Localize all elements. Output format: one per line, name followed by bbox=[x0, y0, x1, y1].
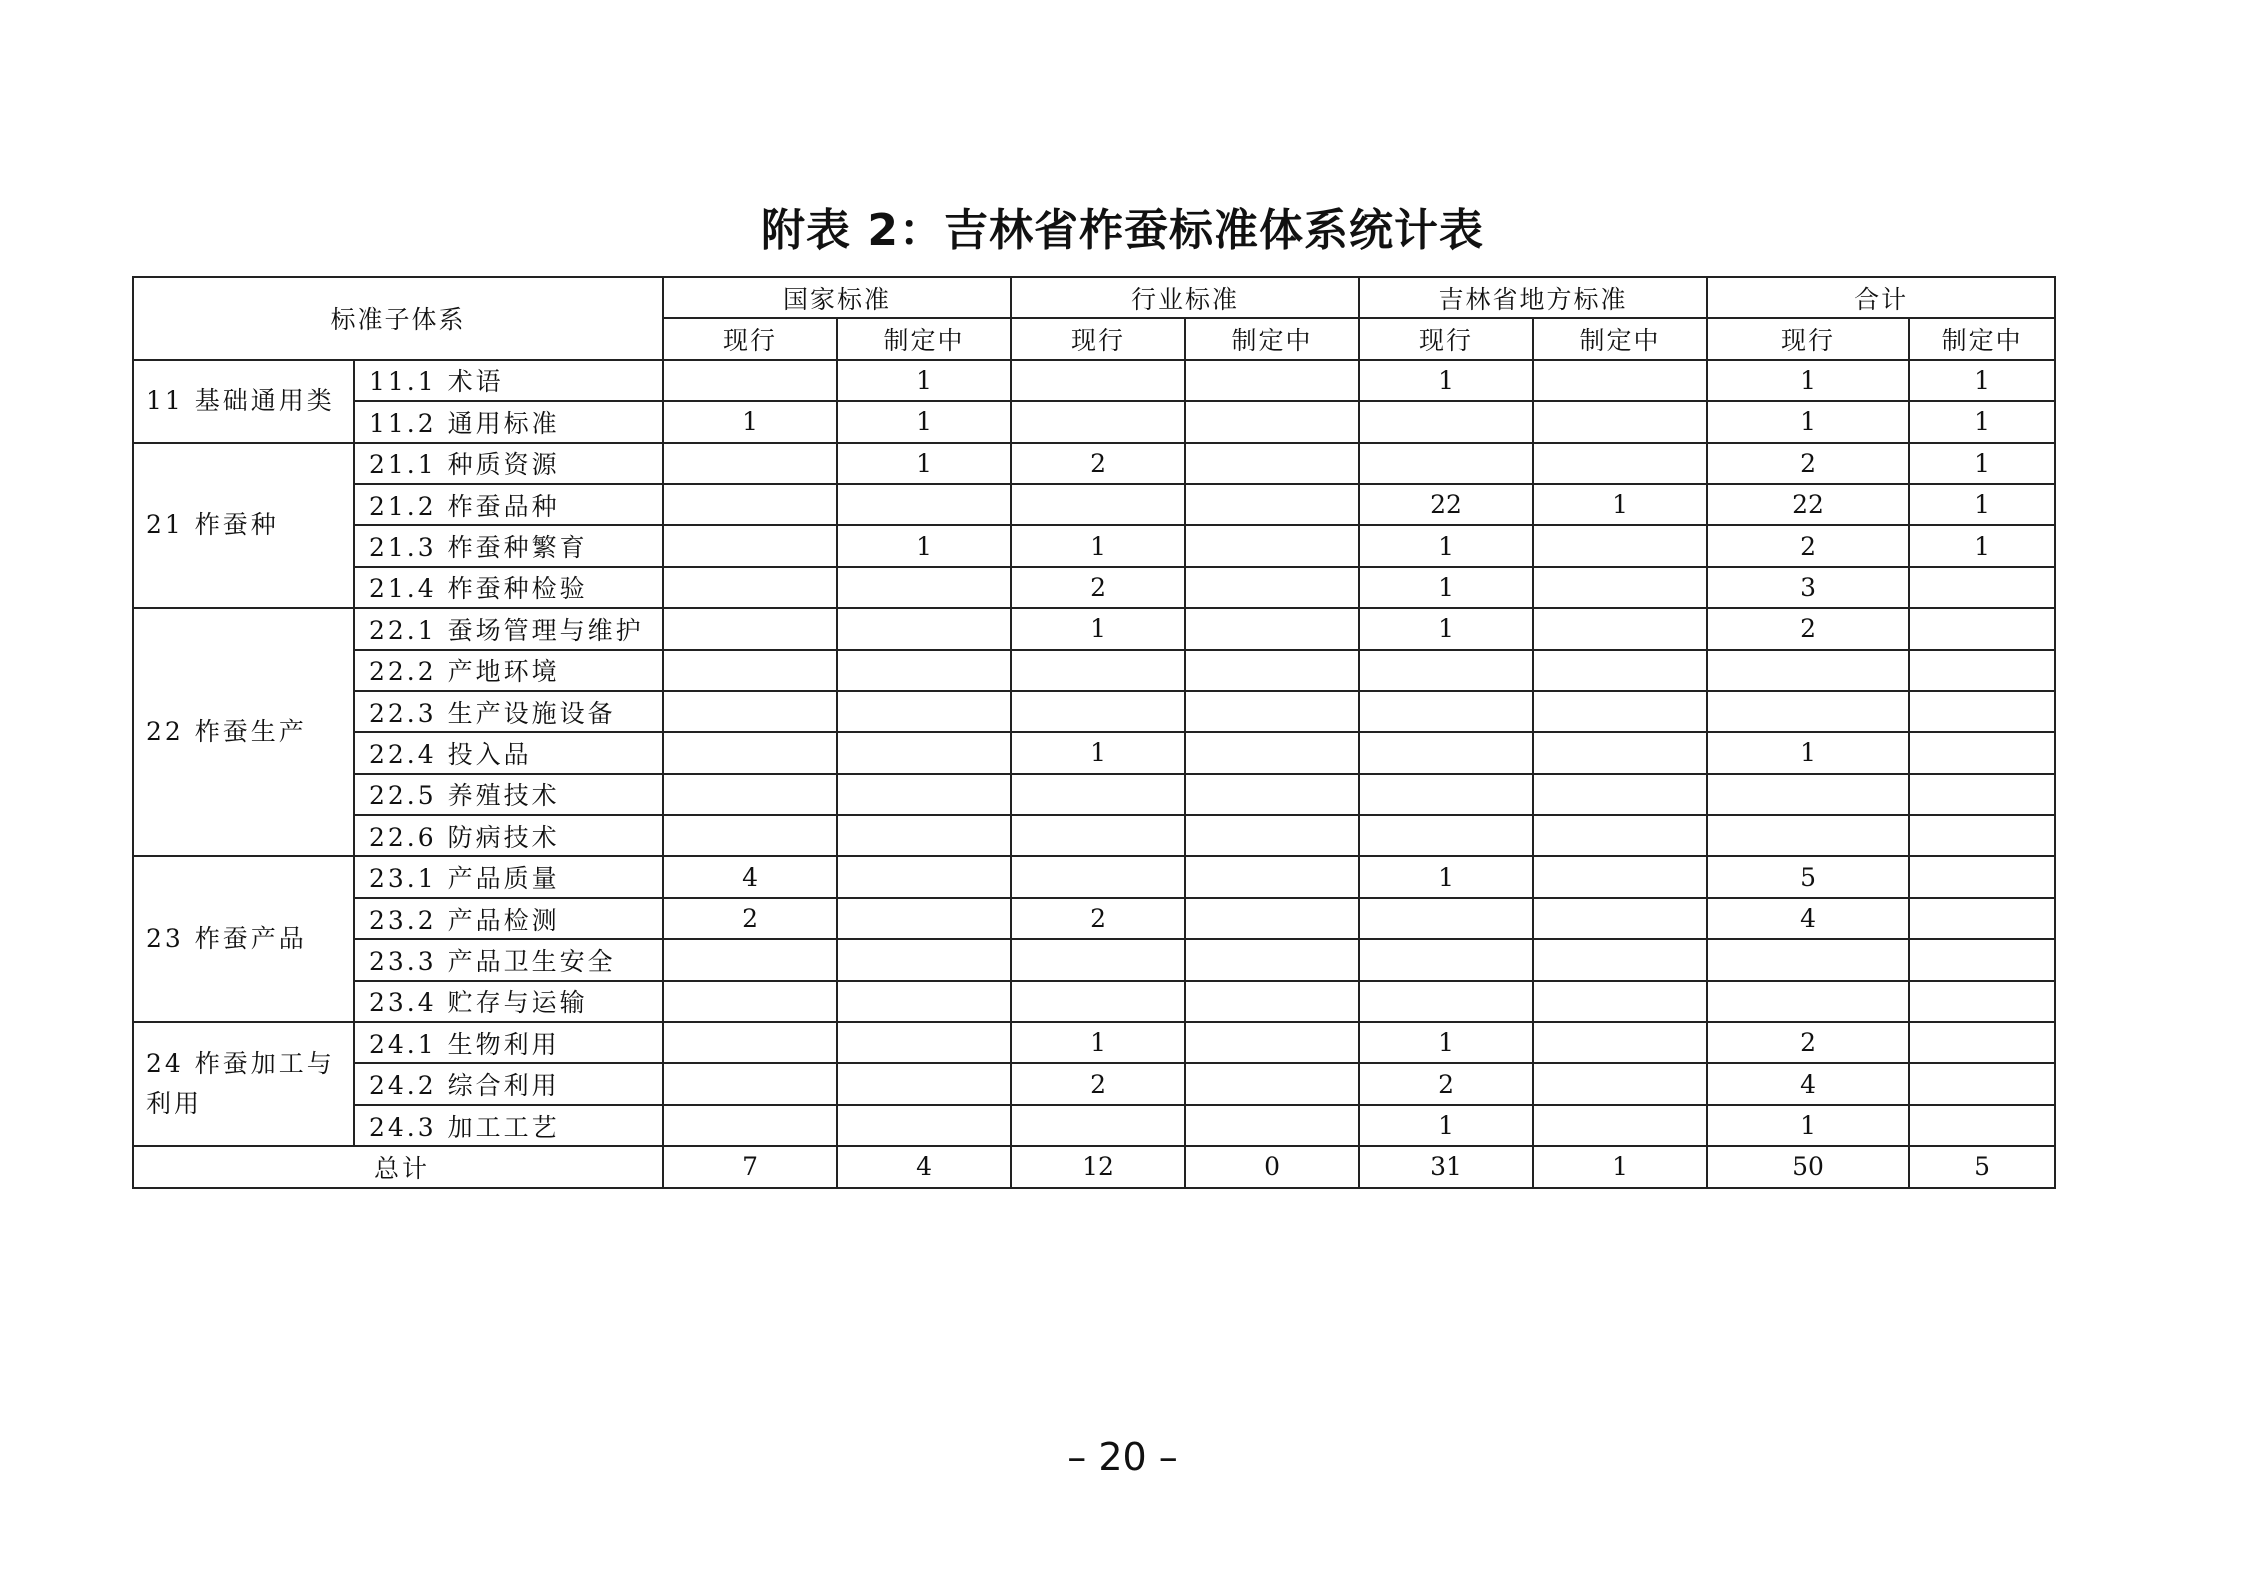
value-cell: 1 bbox=[1533, 484, 1707, 525]
value-cell bbox=[1909, 1063, 2055, 1104]
header-current: 现行 bbox=[1359, 318, 1533, 359]
value-cell bbox=[1533, 1105, 1707, 1146]
value-cell bbox=[1185, 1022, 1359, 1063]
subcategory-label: 24.3 加工工艺 bbox=[354, 1105, 663, 1146]
value-cell: 1 bbox=[1359, 1105, 1533, 1146]
header-group-jilin-local: 吉林省地方标准 bbox=[1359, 277, 1707, 318]
value-cell bbox=[1185, 1063, 1359, 1104]
value-cell bbox=[1011, 939, 1185, 980]
header-subsystem: 标准子体系 bbox=[133, 277, 663, 360]
value-cell bbox=[1185, 484, 1359, 525]
subcategory-label: 24.2 综合利用 bbox=[354, 1063, 663, 1104]
value-cell bbox=[837, 939, 1011, 980]
value-cell bbox=[1533, 525, 1707, 566]
subcategory-label: 23.4 贮存与运输 bbox=[354, 981, 663, 1022]
value-cell bbox=[1909, 1022, 2055, 1063]
subcategory-label: 22.4 投入品 bbox=[354, 732, 663, 773]
subcategory-label: 22.5 养殖技术 bbox=[354, 774, 663, 815]
header-group-total: 合计 bbox=[1707, 277, 2055, 318]
table-row bbox=[133, 898, 2055, 939]
value-cell bbox=[1707, 691, 1909, 732]
total-cell: 7 bbox=[663, 1146, 837, 1187]
category-label: 23 柞蚕产品 bbox=[133, 856, 354, 1022]
value-cell bbox=[1533, 650, 1707, 691]
value-cell: 1 bbox=[1359, 608, 1533, 649]
value-cell bbox=[1185, 939, 1359, 980]
value-cell: 1 bbox=[1359, 1022, 1533, 1063]
value-cell bbox=[1359, 774, 1533, 815]
value-cell: 1 bbox=[1359, 360, 1533, 401]
value-cell bbox=[1909, 691, 2055, 732]
value-cell bbox=[1533, 981, 1707, 1022]
value-cell: 2 bbox=[1707, 443, 1909, 484]
value-cell: 1 bbox=[663, 401, 837, 442]
value-cell bbox=[663, 732, 837, 773]
value-cell: 1 bbox=[1909, 525, 2055, 566]
value-cell bbox=[1909, 732, 2055, 773]
header-group-national: 国家标准 bbox=[663, 277, 1011, 318]
value-cell: 1 bbox=[1011, 1022, 1185, 1063]
value-cell: 1 bbox=[1011, 732, 1185, 773]
table-row bbox=[133, 525, 2055, 566]
value-cell bbox=[1011, 815, 1185, 856]
value-cell: 2 bbox=[663, 898, 837, 939]
value-cell bbox=[1185, 898, 1359, 939]
value-cell: 1 bbox=[1707, 360, 1909, 401]
value-cell bbox=[1185, 774, 1359, 815]
value-cell bbox=[1707, 939, 1909, 980]
category-label: 22 柞蚕生产 bbox=[133, 608, 354, 856]
table-row bbox=[133, 939, 2055, 980]
value-cell bbox=[1359, 981, 1533, 1022]
total-cell: 31 bbox=[1359, 1146, 1533, 1187]
value-cell bbox=[1533, 608, 1707, 649]
value-cell: 2 bbox=[1011, 898, 1185, 939]
value-cell: 1 bbox=[837, 443, 1011, 484]
value-cell: 2 bbox=[1011, 443, 1185, 484]
value-cell bbox=[1359, 443, 1533, 484]
value-cell bbox=[663, 815, 837, 856]
value-cell bbox=[1909, 981, 2055, 1022]
value-cell bbox=[663, 981, 837, 1022]
value-cell: 1 bbox=[1909, 443, 2055, 484]
value-cell bbox=[1011, 856, 1185, 897]
value-cell: 2 bbox=[1707, 525, 1909, 566]
table-row bbox=[133, 691, 2055, 732]
value-cell bbox=[663, 443, 837, 484]
value-cell bbox=[1011, 360, 1185, 401]
value-cell bbox=[663, 567, 837, 608]
value-cell bbox=[663, 608, 837, 649]
value-cell: 2 bbox=[1011, 1063, 1185, 1104]
value-cell bbox=[1185, 567, 1359, 608]
value-cell: 2 bbox=[1359, 1063, 1533, 1104]
value-cell: 1 bbox=[1909, 484, 2055, 525]
value-cell bbox=[1707, 650, 1909, 691]
value-cell bbox=[663, 939, 837, 980]
subcategory-label: 11.1 术语 bbox=[354, 360, 663, 401]
value-cell bbox=[1185, 981, 1359, 1022]
value-cell bbox=[1185, 732, 1359, 773]
value-cell bbox=[1533, 939, 1707, 980]
value-cell bbox=[837, 650, 1011, 691]
value-cell bbox=[663, 650, 837, 691]
table-row bbox=[133, 856, 2055, 897]
total-cell: 0 bbox=[1185, 1146, 1359, 1187]
value-cell bbox=[1533, 567, 1707, 608]
value-cell bbox=[1909, 898, 2055, 939]
subcategory-label: 24.1 生物利用 bbox=[354, 1022, 663, 1063]
subcategory-label: 22.6 防病技术 bbox=[354, 815, 663, 856]
value-cell bbox=[1185, 650, 1359, 691]
value-cell bbox=[837, 856, 1011, 897]
value-cell bbox=[663, 484, 837, 525]
value-cell bbox=[1359, 815, 1533, 856]
value-cell bbox=[1909, 567, 2055, 608]
value-cell bbox=[663, 360, 837, 401]
value-cell bbox=[1909, 1105, 2055, 1146]
value-cell bbox=[837, 898, 1011, 939]
header-current: 现行 bbox=[663, 318, 837, 359]
category-label: 24 柞蚕加工与利用 bbox=[133, 1022, 354, 1146]
category-label: 11 基础通用类 bbox=[133, 360, 354, 443]
subcategory-label: 22.3 生产设施设备 bbox=[354, 691, 663, 732]
value-cell bbox=[1011, 1105, 1185, 1146]
table-row bbox=[133, 360, 2055, 401]
value-cell bbox=[1185, 608, 1359, 649]
value-cell bbox=[663, 525, 837, 566]
value-cell: 1 bbox=[1707, 732, 1909, 773]
total-cell: 5 bbox=[1909, 1146, 2055, 1187]
table-row bbox=[133, 1105, 2055, 1146]
value-cell bbox=[1707, 774, 1909, 815]
table-row bbox=[133, 1063, 2055, 1104]
value-cell bbox=[1185, 401, 1359, 442]
value-cell bbox=[663, 1105, 837, 1146]
header-current: 现行 bbox=[1011, 318, 1185, 359]
value-cell: 22 bbox=[1707, 484, 1909, 525]
header-current: 现行 bbox=[1707, 318, 1909, 359]
value-cell bbox=[663, 774, 837, 815]
value-cell bbox=[1533, 401, 1707, 442]
value-cell bbox=[1359, 898, 1533, 939]
subcategory-label: 23.3 产品卫生安全 bbox=[354, 939, 663, 980]
value-cell bbox=[1533, 815, 1707, 856]
header-group-industry: 行业标准 bbox=[1011, 277, 1359, 318]
table-row bbox=[133, 567, 2055, 608]
value-cell bbox=[1533, 898, 1707, 939]
value-cell: 1 bbox=[1909, 360, 2055, 401]
value-cell bbox=[1011, 774, 1185, 815]
value-cell bbox=[663, 1063, 837, 1104]
value-cell bbox=[1909, 815, 2055, 856]
value-cell: 1 bbox=[1909, 401, 2055, 442]
value-cell bbox=[1707, 815, 1909, 856]
total-cell: 12 bbox=[1011, 1146, 1185, 1187]
subcategory-label: 22.2 产地环境 bbox=[354, 650, 663, 691]
value-cell: 1 bbox=[1011, 608, 1185, 649]
page-number: – 20 – bbox=[1067, 1435, 1178, 1479]
table-row bbox=[133, 608, 2055, 649]
value-cell bbox=[1185, 525, 1359, 566]
value-cell bbox=[1011, 484, 1185, 525]
value-cell bbox=[1533, 360, 1707, 401]
value-cell: 1 bbox=[1011, 525, 1185, 566]
value-cell bbox=[663, 691, 837, 732]
table-row bbox=[133, 650, 2055, 691]
header-in-progress: 制定中 bbox=[1909, 318, 2055, 359]
value-cell bbox=[1909, 608, 2055, 649]
value-cell bbox=[1359, 401, 1533, 442]
value-cell: 1 bbox=[1707, 401, 1909, 442]
value-cell bbox=[1011, 981, 1185, 1022]
value-cell: 2 bbox=[1707, 1022, 1909, 1063]
value-cell: 2 bbox=[1011, 567, 1185, 608]
value-cell bbox=[1533, 732, 1707, 773]
value-cell bbox=[1011, 691, 1185, 732]
value-cell bbox=[837, 774, 1011, 815]
value-cell bbox=[837, 1063, 1011, 1104]
value-cell: 1 bbox=[837, 401, 1011, 442]
value-cell: 1 bbox=[1359, 856, 1533, 897]
value-cell bbox=[837, 732, 1011, 773]
value-cell: 22 bbox=[1359, 484, 1533, 525]
value-cell: 1 bbox=[837, 525, 1011, 566]
total-cell: 1 bbox=[1533, 1146, 1707, 1187]
value-cell bbox=[1185, 443, 1359, 484]
subcategory-label: 11.2 通用标准 bbox=[354, 401, 663, 442]
subcategory-label: 21.3 柞蚕种繁育 bbox=[354, 525, 663, 566]
value-cell bbox=[1011, 650, 1185, 691]
subcategory-label: 21.2 柞蚕品种 bbox=[354, 484, 663, 525]
value-cell bbox=[1533, 856, 1707, 897]
value-cell bbox=[837, 1105, 1011, 1146]
value-cell: 1 bbox=[837, 360, 1011, 401]
value-cell bbox=[1359, 691, 1533, 732]
table-row bbox=[133, 815, 2055, 856]
table-footer bbox=[133, 1146, 2055, 1187]
table-row bbox=[133, 981, 2055, 1022]
value-cell: 2 bbox=[1707, 608, 1909, 649]
value-cell bbox=[1533, 691, 1707, 732]
subcategory-label: 21.4 柞蚕种检验 bbox=[354, 567, 663, 608]
header-in-progress: 制定中 bbox=[837, 318, 1011, 359]
table-row bbox=[133, 484, 2055, 525]
total-label: 总计 bbox=[133, 1146, 663, 1187]
total-cell: 4 bbox=[837, 1146, 1011, 1187]
value-cell bbox=[1185, 815, 1359, 856]
value-cell bbox=[1533, 443, 1707, 484]
value-cell bbox=[1533, 774, 1707, 815]
value-cell bbox=[1909, 856, 2055, 897]
standards-statistics-table bbox=[132, 276, 2056, 1189]
header-in-progress: 制定中 bbox=[1185, 318, 1359, 359]
table-row bbox=[133, 443, 2055, 484]
table-row bbox=[133, 774, 2055, 815]
value-cell bbox=[837, 981, 1011, 1022]
value-cell bbox=[1185, 1105, 1359, 1146]
subcategory-label: 23.1 产品质量 bbox=[354, 856, 663, 897]
category-label: 21 柞蚕种 bbox=[133, 443, 354, 609]
value-cell bbox=[1359, 939, 1533, 980]
value-cell bbox=[1011, 401, 1185, 442]
value-cell bbox=[1909, 939, 2055, 980]
value-cell bbox=[1185, 856, 1359, 897]
value-cell bbox=[837, 691, 1011, 732]
value-cell bbox=[1359, 732, 1533, 773]
value-cell bbox=[1909, 650, 2055, 691]
value-cell bbox=[1185, 360, 1359, 401]
value-cell bbox=[837, 567, 1011, 608]
total-row bbox=[133, 1146, 2055, 1187]
value-cell: 4 bbox=[1707, 1063, 1909, 1104]
value-cell: 1 bbox=[1359, 567, 1533, 608]
page-title: 附表 2：吉林省柞蚕标准体系统计表 bbox=[761, 205, 1484, 256]
subcategory-label: 22.1 蚕场管理与维护 bbox=[354, 608, 663, 649]
value-cell: 3 bbox=[1707, 567, 1909, 608]
value-cell: 4 bbox=[1707, 898, 1909, 939]
value-cell bbox=[1707, 981, 1909, 1022]
value-cell bbox=[1533, 1063, 1707, 1104]
value-cell bbox=[837, 484, 1011, 525]
table-body bbox=[133, 360, 2055, 1146]
value-cell bbox=[1533, 1022, 1707, 1063]
value-cell bbox=[837, 608, 1011, 649]
table-header bbox=[133, 277, 2055, 360]
value-cell bbox=[837, 815, 1011, 856]
header-in-progress: 制定中 bbox=[1533, 318, 1707, 359]
value-cell: 1 bbox=[1707, 1105, 1909, 1146]
total-cell: 50 bbox=[1707, 1146, 1909, 1187]
subcategory-label: 23.2 产品检测 bbox=[354, 898, 663, 939]
value-cell: 5 bbox=[1707, 856, 1909, 897]
value-cell bbox=[1185, 691, 1359, 732]
value-cell: 4 bbox=[663, 856, 837, 897]
table-row bbox=[133, 401, 2055, 442]
value-cell bbox=[1909, 774, 2055, 815]
table-row bbox=[133, 732, 2055, 773]
value-cell bbox=[1359, 650, 1533, 691]
subcategory-label: 21.1 种质资源 bbox=[354, 443, 663, 484]
value-cell bbox=[837, 1022, 1011, 1063]
table-row bbox=[133, 1022, 2055, 1063]
value-cell bbox=[663, 1022, 837, 1063]
value-cell: 1 bbox=[1359, 525, 1533, 566]
